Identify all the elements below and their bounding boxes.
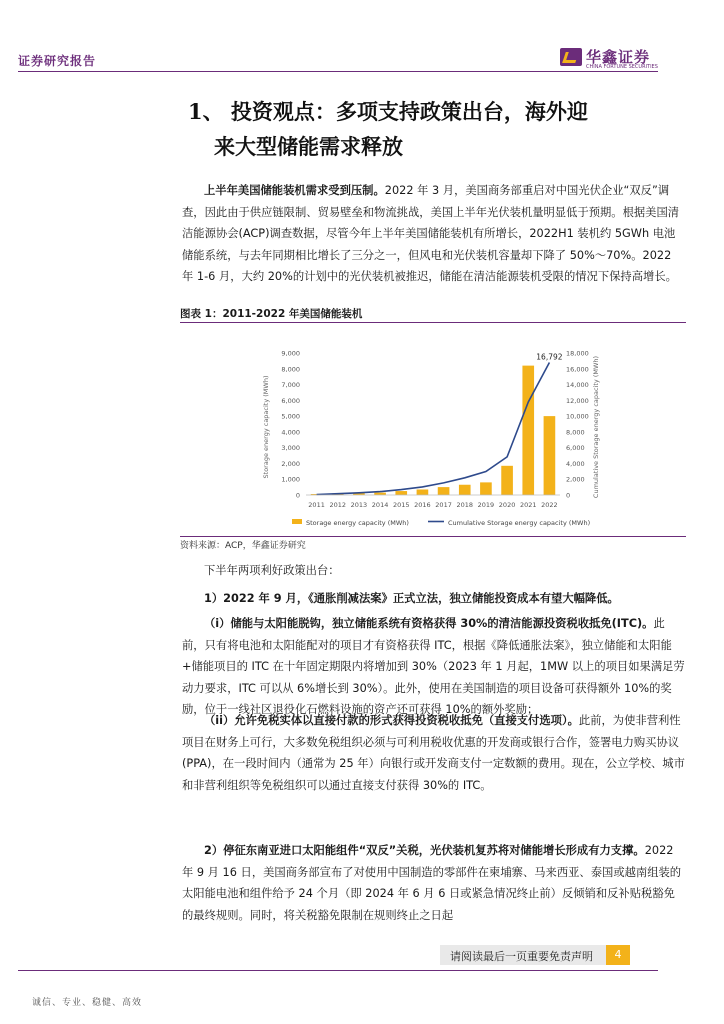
left-axis-label: Storage energy capacity (MWh)	[262, 375, 270, 479]
cumulative-annotation: 16,792	[536, 352, 563, 362]
x-tick-label: 2013	[350, 501, 368, 509]
report-type-label: 证券研究报告	[18, 54, 97, 68]
x-tick-label: 2021	[519, 501, 537, 509]
logo-mark-icon	[560, 48, 582, 66]
disclaimer-note-text: 请阅读最后一页重要免责声明	[450, 950, 593, 963]
bar-2016	[417, 489, 429, 495]
y2-tick-label: 14,000	[566, 381, 589, 390]
x-tick-label: 2020	[498, 501, 516, 509]
x-tick-label: 2018	[456, 501, 474, 509]
y-tick-label: 4,000	[281, 428, 300, 437]
disclaimer-note	[440, 945, 630, 965]
logo-english-name: CHINA FORTUNE SECURITIES	[586, 64, 658, 70]
page-number-badge	[606, 945, 630, 965]
paragraph-body: 此前，为使非营利性项目在财务上可行，大多数免税组织必须与可利用税收优惠的开发商或银行合作，签署电力购买协议(PPA)，在一段时间内（通常为 25 年）向银行或开发商支付一定数额的费用。现在，公立学校、城市和非营利组织等免税组织可以通过直接支付获得 30%的 ITC。	[182, 714, 685, 792]
y-tick-label: 9,000	[281, 349, 300, 358]
paragraph-lead: 2）停征东南亚进口太阳能组件“双反”关税，光伏装机复苏将对储能增长形成有力支撑。	[204, 844, 645, 857]
company-logo	[560, 46, 670, 72]
y-tick-label: 5,000	[281, 412, 300, 421]
paragraph-ira-heading: 1）2022 年 9 月，《通胀削减法案》正式立法，独立储能投资成本有望大幅降低。	[204, 592, 619, 605]
y-tick-label: 8,000	[281, 365, 300, 374]
cumulative-line	[317, 363, 550, 495]
section-title	[188, 94, 688, 164]
x-tick-label: 2019	[477, 501, 495, 509]
legend-swatch-bar	[292, 519, 302, 524]
header-divider	[18, 71, 658, 72]
figure-source: 资料来源：ACP，华鑫证券研究	[180, 541, 306, 551]
y2-tick-label: 16,000	[566, 365, 589, 374]
bar-2020	[501, 466, 513, 495]
bar-2021	[522, 366, 534, 495]
paragraph-itc-decoupling	[182, 613, 686, 721]
y2-tick-label: 8,000	[566, 428, 585, 437]
storage-capacity-chart	[258, 335, 618, 535]
left-axis-ticks	[281, 350, 300, 500]
paragraph-lead: 上半年美国储能装机需求受到压制。	[204, 184, 385, 197]
section-title-line1: 1、 投资观点：多项支持政策出台，海外迎	[188, 99, 588, 124]
paragraph-body: 此前，只有将电池和太阳能配对的项目才有资格获得 ITC，根据《降低通胀法案》，独立储能和太阳能+储能项目的 ITC 在十年固定期限内将增加到 30%（2023 年 1 月起，1MW 以上的项目如果满足劳动力要求，ITC 可以从 6%增长到 30%）。此外，使用在美国制造的项目设备可获得额外 10%的奖励，位于一线社区退役化石燃料设施的资产还可获得 10%的额外奖励；	[182, 617, 685, 716]
y2-tick-label: 12,000	[566, 396, 589, 405]
x-tick-label: 2015	[392, 501, 410, 509]
bar-2022	[544, 416, 556, 495]
paragraph-body: 2022 年 3 月，美国商务部重启对中国光伏企业“双反”调查，因此由于供应链限制、贸易壁垒和物流挑战，美国上半年光伏装机量明显低于预期。根据美国清洁能源协会(ACP)调查数据，尽管今年上半年美国储能装机有所增长，2022H1 装机约 5GWh 电池储能系统，与去年同期相比增长了三分之一，但风电和光伏装机容量却下降了 50%～70%。2022 年 1-6 月，大约 20%的计划中的光伏装机被推迟，储能在清洁能源装机受限的情况下保持高增长。	[182, 184, 680, 283]
x-tick-label: 2017	[435, 501, 452, 509]
figure-bottom-rule	[180, 536, 686, 537]
bar-2015	[395, 491, 407, 495]
bar-2019	[480, 482, 492, 495]
y2-tick-label: 4,000	[566, 459, 585, 468]
footer-motto: 诚信、专业、稳健、高效	[32, 998, 143, 1008]
y-tick-label: 3,000	[281, 444, 300, 453]
bar-2017	[438, 487, 450, 495]
paragraph-body: 2022 年 9 月 16 日，美国商务部宣布了对使用中国制造的零部件在柬埔寨、马来西亚、泰国或越南组装的太阳能电池和组件给予 24 个月（即 2024 年 6 月 6 日或紧急情况终止前）反倾销和反补贴税豁免的最终规则。同时，将关税豁免限制在规则终止之日起	[182, 844, 682, 922]
logo-name: 华鑫证券	[586, 48, 651, 66]
y2-tick-label: 18,000	[566, 349, 589, 358]
footer-divider	[18, 970, 658, 971]
figure-title: 图表 1：2011-2022 年美国储能装机	[180, 308, 363, 320]
page-number: 4	[614, 948, 622, 961]
y-tick-label: 2,000	[281, 459, 300, 468]
bar-series	[311, 366, 555, 495]
paragraph-policies-intro: 下半年两项利好政策出台：	[204, 564, 340, 577]
x-tick-label: 2012	[329, 501, 347, 509]
x-tick-label: 2014	[371, 501, 389, 509]
paragraph-h1-demand	[182, 180, 686, 288]
y-tick-label: 6,000	[281, 396, 300, 405]
x-tick-label: 2011	[308, 501, 325, 509]
legend-label-bar: Storage energy capacity (MWh)	[306, 519, 409, 527]
x-tick-label: 2022	[541, 501, 558, 509]
right-axis-ticks	[566, 350, 589, 500]
y2-tick-label: 2,000	[566, 475, 585, 484]
x-axis-ticks	[308, 501, 557, 509]
section-title-line2: 来大型储能需求释放	[214, 134, 403, 159]
paragraph-tariff-exemption	[182, 840, 686, 926]
figure-top-rule	[180, 322, 686, 323]
y-tick-label: 0	[295, 491, 300, 500]
legend-label-line: Cumulative Storage energy capacity (MWh)	[448, 519, 591, 527]
chart-legend	[292, 519, 590, 527]
y-tick-label: 1,000	[281, 475, 300, 484]
paragraph-direct-pay	[182, 710, 686, 796]
x-tick-label: 2016	[414, 501, 431, 509]
paragraph-lead: （i）储能与太阳能脱钩，独立储能系统有资格获得 30%的清洁能源投资税收抵免(ITC)。	[204, 617, 654, 630]
right-axis-label: Cumulative Storage energy capacity (MWh)	[592, 355, 600, 499]
bar-2018	[459, 485, 471, 495]
paragraph-lead: （ii）允许免税实体以直接付款的形式获得投资税收抵免（直接支付选项）。	[204, 714, 579, 727]
y2-tick-label: 6,000	[566, 444, 585, 453]
y2-tick-label: 0	[566, 491, 571, 500]
y-tick-label: 7,000	[281, 381, 300, 390]
y2-tick-label: 10,000	[566, 412, 589, 421]
